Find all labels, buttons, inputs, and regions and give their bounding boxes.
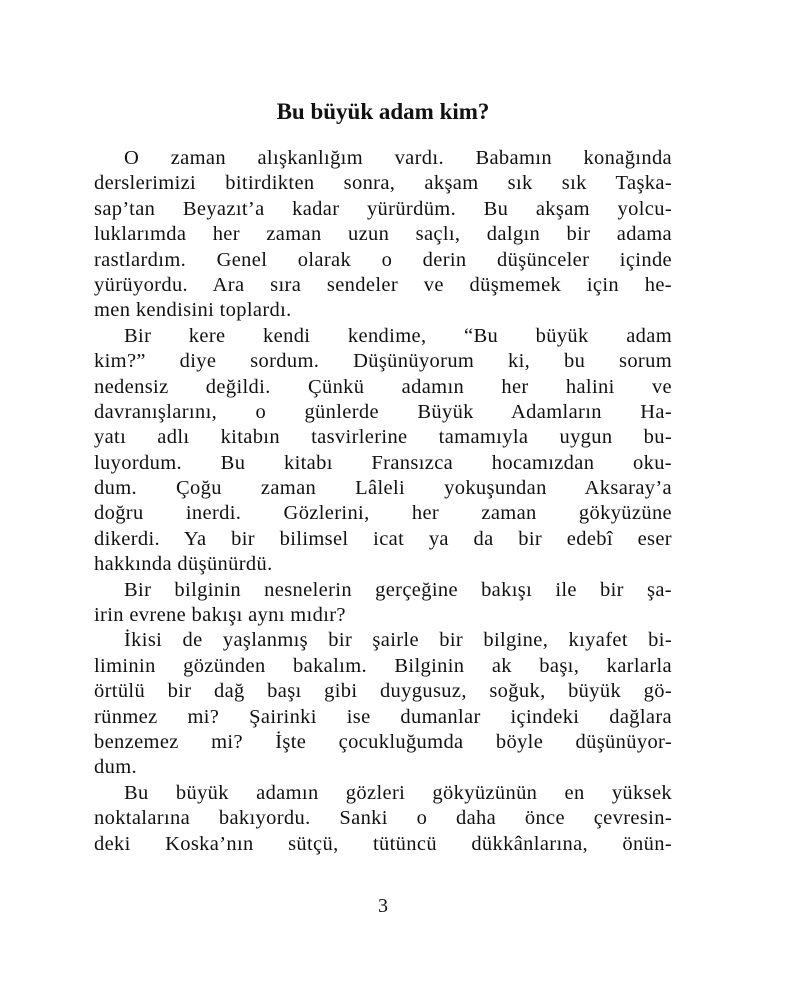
text-line: benzemez mi? İşte çocukluğumda böyle düşünüyor- [94, 730, 672, 753]
book-page [94, 0, 672, 1000]
text-line: dikerdi. Ya bir bilimsel icat ya da bir edebî eser [94, 527, 672, 550]
text-line: Bu büyük adamın gözleri gökyüzünün en yüksek [124, 781, 672, 804]
text-line: davranışlarını, o günlerde Büyük Adamların Ha- [94, 400, 672, 423]
text-line: yürüyordu. Ara sıra sendeler ve düşmemek için he- [94, 273, 672, 296]
text-line: nedensiz değildi. Çünkü adamın her halini ve [94, 375, 672, 398]
text-line: dum. [94, 756, 137, 779]
text-line: yatı adlı kitabın tasvirlerine tamamıyla uygun bu- [94, 426, 672, 449]
text-line: rünmez mi? Şairinki ise dumanlar içindeki dağlara [94, 705, 672, 728]
text-line: deki Koska’nın sütçü, tütüncü dükkânlarına, önün- [94, 832, 672, 855]
text-line: örtülü bir dağ başı gibi duygusuz, soğuk, büyük gö- [94, 680, 672, 703]
text-line: İkisi de yaşlanmış bir şairle bir bilgine, kıyafet bi- [124, 629, 672, 652]
text-line: O zaman alışkanlığım vardı. Babamın konağında [124, 147, 672, 169]
body-text [94, 146, 672, 857]
text-line: kim?” diye sordum. Düşünüyorum ki, bu sorum [94, 350, 672, 373]
text-line: men kendisini toplardı. [94, 299, 292, 322]
text-line: luyordum. Bu kitabı Fransızca hocamızdan oku- [94, 451, 672, 474]
text-line: derslerimizi bitirdikten sonra, akşam sık sık Taşka- [94, 172, 672, 195]
text-line: irin evrene bakışı aynı mıdır? [94, 604, 346, 627]
text-line: liminin gözünden bakalım. Bilginin ak başı, karlarla [94, 654, 672, 677]
text-line: rastlardım. Genel olarak o derin düşünceler içinde [94, 248, 672, 271]
page-number: 3 [378, 895, 388, 917]
text-line: luklarımda her zaman uzun saçlı, dalgın bir adama [94, 223, 672, 246]
text-line: Bir bilginin nesnelerin gerçeğine bakışı ile bir şa- [124, 578, 672, 601]
text-line: sap’tan Beyazıt’a kadar yürürdüm. Bu akşam yolcu- [94, 197, 672, 220]
text-line: dum. Çoğu zaman Lâleli yokuşundan Aksaray’a [94, 477, 672, 500]
text-line: noktalarına bakıyordu. Sanki o daha önce çevresin- [94, 807, 672, 830]
text-line: doğru inerdi. Gözlerini, her zaman gökyüzüne [94, 502, 672, 525]
chapter-title: Bu büyük adam kim? [276, 99, 490, 124]
text-line: Bir kere kendi kendime, “Bu büyük adam [124, 324, 672, 347]
text-line: hakkında düşünürdü. [94, 553, 273, 576]
